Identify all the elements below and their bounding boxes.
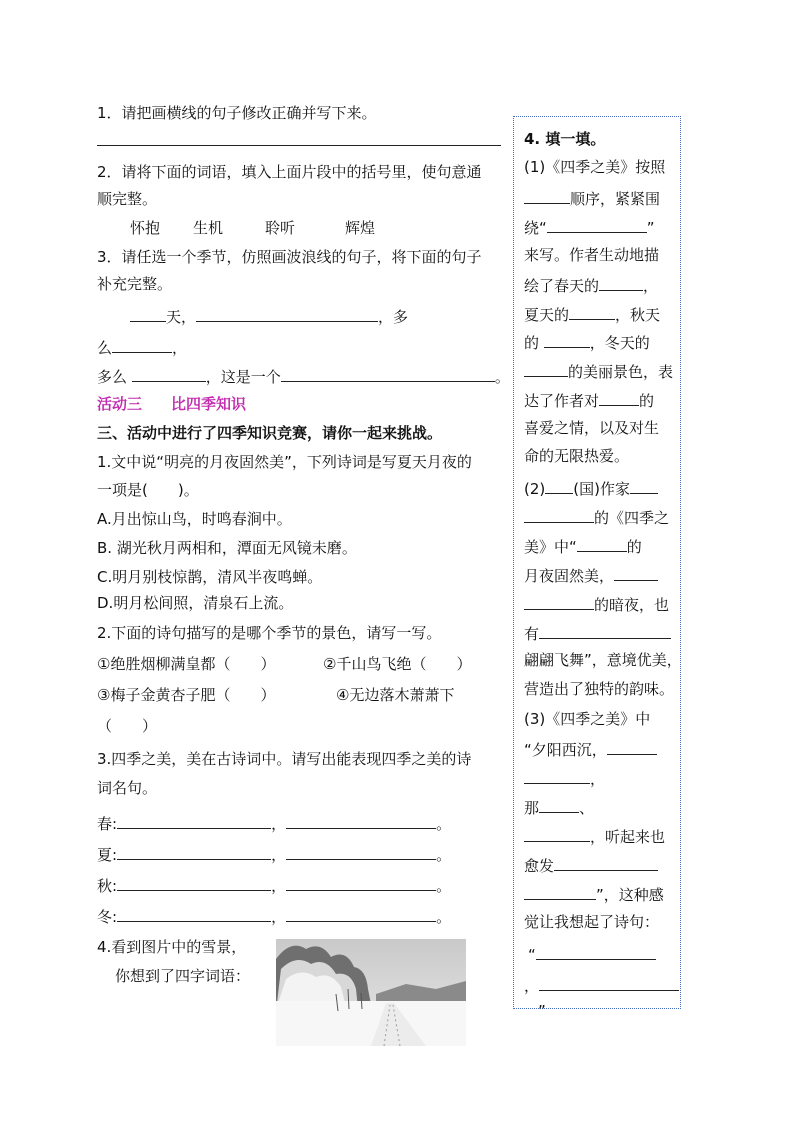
side-text: 的暗夜，也 (594, 596, 670, 614)
period: 。 (436, 908, 452, 926)
period: 。 (436, 846, 452, 864)
q3-prompt-line1: 3．请任选一个季节，仿照画波浪线的句子，将下面的句子 (97, 248, 482, 266)
q3-text-a: 天， (166, 308, 197, 326)
side-line: 命的无限热爱。 (524, 447, 630, 465)
poem-row-spring (97, 812, 451, 834)
q3-text-e: 多么 (97, 368, 128, 386)
poem-blank[interactable] (286, 874, 436, 891)
side-line (524, 738, 657, 760)
season-item-3[interactable]: ③梅子金黄杏子肥（ ） (97, 686, 276, 704)
q3-blank-3[interactable] (132, 365, 206, 382)
side-line: 来写。作者生动地描 (524, 246, 660, 264)
q3-fill-row3 (97, 365, 510, 387)
mc-prompt-line1: 1.文中说“明亮的月夜固然美”，下列诗词是写夏天月夜的 (97, 453, 472, 471)
q1-answer-line[interactable] (97, 145, 501, 146)
q3-text-c: 么 (97, 339, 113, 357)
season-label: 春: (97, 815, 118, 833)
side-text: ， (643, 277, 659, 295)
side-line (524, 974, 679, 996)
side-blank[interactable] (630, 477, 658, 494)
side-text: ” (646, 219, 655, 237)
side-text: ， (590, 770, 606, 788)
side-line (524, 883, 664, 905)
poem-blank[interactable] (286, 812, 436, 829)
q3-blank-1[interactable] (196, 305, 378, 322)
side-blank[interactable] (554, 854, 658, 871)
poem-prompt-line1: 3.四季之美，美在古诗词中。请写出能表现四季之美的诗 (97, 750, 472, 768)
side-line: ” (538, 1002, 546, 1020)
side-blank[interactable] (599, 274, 643, 291)
q3-blank-4[interactable] (281, 365, 495, 382)
side-blank[interactable] (539, 622, 671, 639)
side-line (524, 564, 658, 586)
q2-word-1: 怀抱 (130, 219, 161, 237)
season-item-4[interactable]: ④无边落木萧萧下 (336, 686, 455, 704)
q3-text-g: 。 (494, 368, 510, 386)
side-line (524, 274, 658, 296)
side-line (524, 854, 658, 876)
snow-landscape-image (276, 939, 466, 1046)
mc-option-b[interactable]: B. 湖光秋月两相和，潭面无风镜未磨。 (97, 539, 357, 557)
side-text: 、 (579, 799, 595, 817)
side-text: 夏天的 (524, 306, 570, 324)
side-heading: 4. 填一填。 (524, 130, 606, 148)
side-blank[interactable] (536, 943, 656, 960)
side-line: (1)《四季之美》按照 (524, 158, 666, 176)
poem-prompt-line2: 词名句。 (97, 779, 158, 797)
side-text: “ (528, 946, 536, 964)
side-blank[interactable] (577, 535, 627, 552)
side-blank[interactable] (607, 738, 657, 755)
side-blank[interactable] (569, 303, 615, 320)
side-text: 的 (626, 538, 642, 556)
side-text: 的 (639, 392, 655, 410)
side-blank[interactable] (545, 477, 573, 494)
side-blank[interactable] (539, 974, 679, 991)
season-item-2[interactable]: ②千山鸟飞绝（ ） (323, 655, 472, 673)
season-item-4-bracket[interactable]: （ ） (97, 717, 158, 735)
q3-fill-row1 (130, 305, 408, 327)
side-line (524, 535, 642, 557)
side-text: 美》中“ (524, 538, 577, 556)
side-text: 达了作者对 (524, 392, 600, 410)
poem-row-autumn (97, 874, 451, 896)
season-prompt: 2.下面的诗句描写的是哪个季节的景色，请写一写。 (97, 624, 442, 642)
side-text: 月夜固然美， (524, 567, 615, 585)
side-blank[interactable] (547, 216, 647, 233)
side-blank[interactable] (524, 593, 594, 610)
q1-prompt: 1．请把画横线的句子修改正确并写下来。 (97, 104, 377, 122)
side-text: “夕阳西沉， (524, 741, 607, 759)
comma: ， (271, 846, 287, 864)
side-text: ，听起来也 (590, 828, 666, 846)
side-blank[interactable] (599, 389, 639, 406)
poem-blank[interactable] (117, 874, 271, 891)
side-line: 觉让我想起了诗句： (524, 913, 660, 931)
side-line (524, 622, 671, 644)
q2-word-4: 辉煌 (345, 219, 376, 237)
mc-option-d[interactable]: D.明月松间照，清泉石上流。 (97, 594, 294, 612)
snow-prompt-line2: 你想到了四字词语： (115, 967, 251, 985)
period: 。 (436, 877, 452, 895)
side-line (524, 187, 660, 209)
side-line (524, 360, 673, 382)
q3-fill-row2 (97, 336, 187, 358)
side-line (524, 303, 660, 325)
side-text: 那 (524, 799, 540, 817)
side-text: ，冬天的 (589, 334, 650, 352)
side-blank[interactable] (524, 187, 570, 204)
side-line (524, 477, 658, 499)
side-text: ”，这种感 (596, 886, 664, 904)
side-text: 有 (524, 625, 540, 643)
comma: ， (271, 877, 287, 895)
side-text: 的《四季之 (594, 509, 670, 527)
poem-blank[interactable] (286, 843, 436, 860)
poem-blank[interactable] (117, 812, 271, 829)
side-text: ， (524, 977, 540, 995)
side-line (524, 506, 669, 528)
side-text: 绕“ (524, 219, 547, 237)
side-text: 愈发 (524, 857, 555, 875)
side-line (528, 943, 656, 965)
snow-prompt-line1: 4.看到图片中的雪景， (97, 938, 247, 956)
activity-label: 活动三 (97, 395, 143, 413)
q3-prompt-line2: 补充完整。 (97, 275, 173, 293)
side-blank[interactable] (524, 767, 590, 784)
side-blank[interactable] (614, 564, 658, 581)
activity-title: 比四季知识 (171, 395, 247, 413)
q3-text-b: ，多 (378, 308, 409, 326)
side-blank[interactable] (524, 825, 590, 842)
side-line (524, 389, 654, 411)
poem-blank[interactable] (117, 843, 271, 860)
poem-blank[interactable] (117, 905, 271, 922)
period: 。 (436, 815, 452, 833)
side-blank[interactable] (544, 331, 590, 348)
side-line: 翩翩飞舞”，意境优美， (524, 651, 682, 669)
season-label: 冬: (97, 908, 118, 926)
comma: ， (271, 815, 287, 833)
fill-in-box (513, 116, 682, 1020)
season-item-1[interactable]: ①绝胜烟柳满皇都（ ） (97, 655, 276, 673)
q2-prompt-line2: 顺完整。 (97, 190, 158, 208)
side-text: 的 (524, 334, 540, 352)
side-text: 绘了春天的 (524, 277, 600, 295)
q3-blank-2[interactable] (112, 336, 172, 353)
season-label: 夏: (97, 846, 118, 864)
mc-option-a[interactable]: A.月出惊山鸟，时鸣春涧中。 (97, 510, 292, 528)
section3-heading: 三、活动中进行了四季知识竞赛，请你一起来挑战。 (97, 424, 443, 442)
season-label: 秋: (97, 877, 118, 895)
q2-prompt-line1: 2．请将下面的词语，填入上面片段中的括号里，使句意通 (97, 163, 482, 181)
side-text: (2) (524, 480, 546, 498)
side-line: 喜爱之情，以及对生 (524, 419, 660, 437)
side-line: 营造出了独特的韵味。 (524, 680, 675, 698)
side-line (524, 796, 594, 818)
poem-row-summer (97, 843, 451, 865)
side-line (524, 593, 669, 615)
q3-text-d: ， (172, 339, 188, 357)
side-blank[interactable] (539, 796, 579, 813)
side-text: 顺序，紧紧围 (570, 190, 661, 208)
side-line (524, 331, 650, 353)
poem-blank[interactable] (286, 905, 436, 922)
comma: ， (271, 908, 287, 926)
side-line: (3)《四季之美》中 (524, 710, 651, 728)
q2-word-2: 生机 (193, 219, 224, 237)
side-blank[interactable] (524, 883, 596, 900)
side-line (524, 825, 665, 847)
q3-blank-season[interactable] (130, 305, 166, 322)
side-blank[interactable] (524, 506, 594, 523)
side-text: (国)作家 (573, 480, 630, 498)
side-blank[interactable] (524, 360, 568, 377)
mc-prompt-line2: 一项是( )。 (97, 481, 199, 499)
side-line (524, 216, 655, 238)
mc-option-c[interactable]: C.明月别枝惊鹊，清风半夜鸣蝉。 (97, 568, 323, 586)
q3-text-f: ，这是一个 (205, 368, 281, 386)
side-line (524, 767, 605, 789)
poem-row-winter (97, 905, 451, 927)
side-text: ，秋天 (615, 306, 661, 324)
q2-word-3: 聆听 (265, 219, 296, 237)
side-text: 的美丽景色，表 (568, 363, 674, 381)
